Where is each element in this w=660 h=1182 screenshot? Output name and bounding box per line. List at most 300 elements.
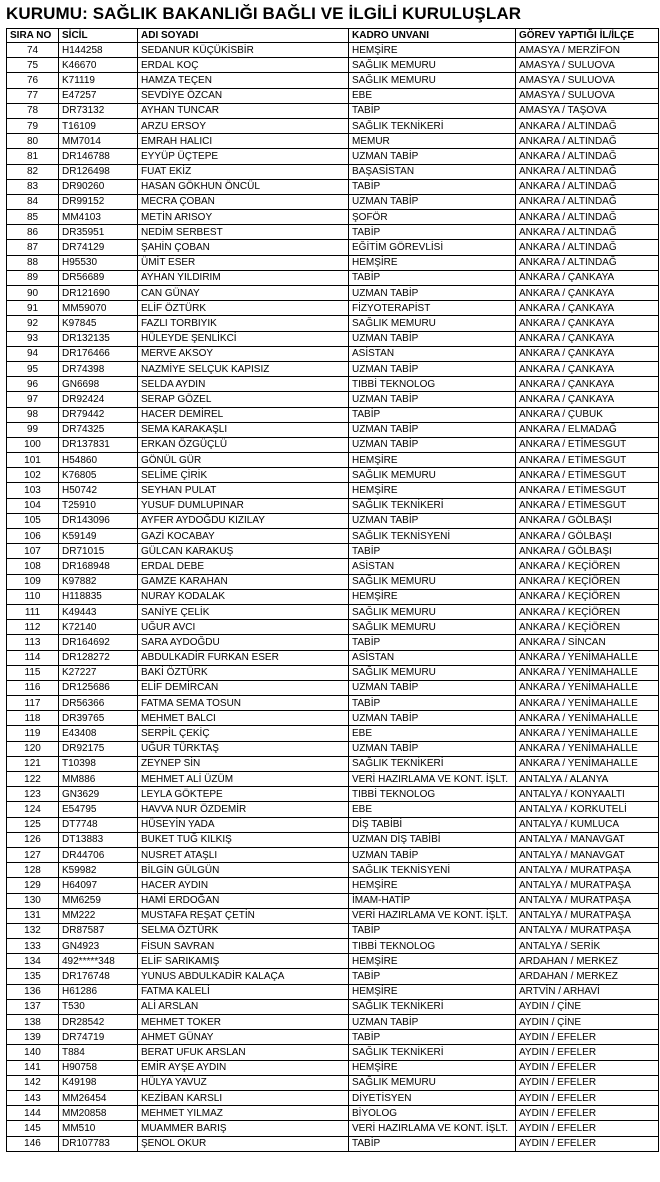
cell-sira-no: 83 bbox=[7, 179, 59, 194]
cell-sicil: DR143096 bbox=[59, 513, 138, 528]
cell-adi-soyadi: MUSTAFA REŞAT ÇETİN bbox=[138, 908, 349, 923]
cell-adi-soyadi: HÜLYA YAVUZ bbox=[138, 1075, 349, 1090]
table-row bbox=[7, 939, 659, 954]
cell-sira-no: 135 bbox=[7, 969, 59, 984]
cell-gorev-yeri: AYDIN / EFELER bbox=[516, 1045, 659, 1060]
cell-gorev-yeri: ANKARA / ALTINDAĞ bbox=[516, 240, 659, 255]
cell-adi-soyadi: FATMA KALELİ bbox=[138, 984, 349, 999]
cell-kadro-unvani: TABİP bbox=[349, 179, 516, 194]
cell-kadro-unvani: UZMAN TABİP bbox=[349, 331, 516, 346]
cell-adi-soyadi: HASAN GÖKHUN ÖNCÜL bbox=[138, 179, 349, 194]
cell-kadro-unvani: UZMAN TABİP bbox=[349, 1015, 516, 1030]
cell-kadro-unvani: HEMŞİRE bbox=[349, 453, 516, 468]
cell-sira-no: 127 bbox=[7, 847, 59, 862]
cell-adi-soyadi: UĞUR AVCI bbox=[138, 620, 349, 635]
cell-sira-no: 120 bbox=[7, 741, 59, 756]
cell-adi-soyadi: SEMA KARAKAŞLI bbox=[138, 422, 349, 437]
cell-gorev-yeri: ANKARA / YENİMAHALLE bbox=[516, 696, 659, 711]
cell-sicil: MM59070 bbox=[59, 301, 138, 316]
cell-adi-soyadi: ERKAN ÖZGÜÇLÜ bbox=[138, 437, 349, 452]
cell-gorev-yeri: ANTALYA / MANAVGAT bbox=[516, 832, 659, 847]
cell-sira-no: 97 bbox=[7, 392, 59, 407]
cell-gorev-yeri: ANKARA / KEÇİÖREN bbox=[516, 620, 659, 635]
cell-kadro-unvani: HEMŞİRE bbox=[349, 43, 516, 58]
table-row bbox=[7, 377, 659, 392]
cell-sicil: DR132135 bbox=[59, 331, 138, 346]
cell-sicil: K97882 bbox=[59, 574, 138, 589]
cell-gorev-yeri: ANKARA / YENİMAHALLE bbox=[516, 711, 659, 726]
table-row bbox=[7, 361, 659, 376]
cell-adi-soyadi: SERPİL ÇEKİÇ bbox=[138, 726, 349, 741]
cell-sicil: E54795 bbox=[59, 802, 138, 817]
cell-kadro-unvani: TABİP bbox=[349, 103, 516, 118]
cell-sira-no: 132 bbox=[7, 923, 59, 938]
cell-sicil: DR92175 bbox=[59, 741, 138, 756]
cell-gorev-yeri: ANTALYA / MURATPAŞA bbox=[516, 878, 659, 893]
cell-kadro-unvani: UZMAN TABİP bbox=[349, 437, 516, 452]
cell-sira-no: 109 bbox=[7, 574, 59, 589]
table-row bbox=[7, 1090, 659, 1105]
cell-kadro-unvani: SAĞLIK MEMURU bbox=[349, 620, 516, 635]
cell-sicil: DR87587 bbox=[59, 923, 138, 938]
cell-kadro-unvani: TABİP bbox=[349, 544, 516, 559]
cell-sira-no: 107 bbox=[7, 544, 59, 559]
cell-sira-no: 136 bbox=[7, 984, 59, 999]
cell-sicil: DR28542 bbox=[59, 1015, 138, 1030]
cell-sira-no: 146 bbox=[7, 1136, 59, 1151]
cell-kadro-unvani: SAĞLIK MEMURU bbox=[349, 73, 516, 88]
cell-adi-soyadi: SANİYE ÇELİK bbox=[138, 604, 349, 619]
table-row bbox=[7, 225, 659, 240]
cell-adi-soyadi: ABDULKADİR FURKAN ESER bbox=[138, 650, 349, 665]
cell-sicil: K46670 bbox=[59, 58, 138, 73]
cell-sira-no: 74 bbox=[7, 43, 59, 58]
cell-gorev-yeri: ANKARA / ETİMESGUT bbox=[516, 437, 659, 452]
cell-gorev-yeri: ANKARA / ALTINDAĞ bbox=[516, 210, 659, 225]
table-row bbox=[7, 711, 659, 726]
cell-adi-soyadi: MEHMET TOKER bbox=[138, 1015, 349, 1030]
cell-sira-no: 102 bbox=[7, 468, 59, 483]
cell-gorev-yeri: AYDIN / EFELER bbox=[516, 1106, 659, 1121]
cell-sira-no: 137 bbox=[7, 999, 59, 1014]
cell-sira-no: 93 bbox=[7, 331, 59, 346]
cell-kadro-unvani: HEMŞİRE bbox=[349, 878, 516, 893]
cell-sira-no: 91 bbox=[7, 301, 59, 316]
cell-gorev-yeri: ANKARA / YENİMAHALLE bbox=[516, 756, 659, 771]
cell-adi-soyadi: GÖNÜL GÜR bbox=[138, 453, 349, 468]
cell-sira-no: 119 bbox=[7, 726, 59, 741]
cell-kadro-unvani: SAĞLIK MEMURU bbox=[349, 58, 516, 73]
cell-sicil: MM510 bbox=[59, 1121, 138, 1136]
cell-adi-soyadi: AYFER AYDOĞDU KIZILAY bbox=[138, 513, 349, 528]
table-row bbox=[7, 240, 659, 255]
cell-sicil: DR74129 bbox=[59, 240, 138, 255]
table-row bbox=[7, 604, 659, 619]
table-row bbox=[7, 847, 659, 862]
cell-gorev-yeri: ANKARA / ÇANKAYA bbox=[516, 316, 659, 331]
table-row bbox=[7, 437, 659, 452]
cell-kadro-unvani: TIBBİ TEKNOLOG bbox=[349, 377, 516, 392]
cell-sicil: H64097 bbox=[59, 878, 138, 893]
table-row bbox=[7, 316, 659, 331]
table-row bbox=[7, 893, 659, 908]
cell-adi-soyadi: SERAP GÖZEL bbox=[138, 392, 349, 407]
table-row bbox=[7, 772, 659, 787]
table-row bbox=[7, 468, 659, 483]
table-row bbox=[7, 1060, 659, 1075]
cell-sicil: K72140 bbox=[59, 620, 138, 635]
table-row bbox=[7, 923, 659, 938]
cell-kadro-unvani: VERİ HAZIRLAMA VE KONT. İŞLT. bbox=[349, 1121, 516, 1136]
cell-gorev-yeri: ANKARA / ALTINDAĞ bbox=[516, 164, 659, 179]
cell-sira-no: 142 bbox=[7, 1075, 59, 1090]
cell-adi-soyadi: EMRAH HALICI bbox=[138, 134, 349, 149]
table-row bbox=[7, 149, 659, 164]
cell-kadro-unvani: HEMŞİRE bbox=[349, 1060, 516, 1075]
cell-sira-no: 94 bbox=[7, 346, 59, 361]
cell-adi-soyadi: ERDAL DEBE bbox=[138, 559, 349, 574]
table-row bbox=[7, 908, 659, 923]
cell-adi-soyadi: MEHMET YILMAZ bbox=[138, 1106, 349, 1121]
cell-adi-soyadi: SELDA AYDIN bbox=[138, 377, 349, 392]
cell-gorev-yeri: AYDIN / EFELER bbox=[516, 1136, 659, 1151]
table-row bbox=[7, 331, 659, 346]
table-row bbox=[7, 620, 659, 635]
cell-kadro-unvani: SAĞLIK MEMURU bbox=[349, 574, 516, 589]
cell-adi-soyadi: SELİME ÇİRİK bbox=[138, 468, 349, 483]
cell-kadro-unvani: SAĞLIK TEKNİKERİ bbox=[349, 498, 516, 513]
cell-sira-no: 88 bbox=[7, 255, 59, 270]
cell-sira-no: 86 bbox=[7, 225, 59, 240]
table-row bbox=[7, 863, 659, 878]
cell-kadro-unvani: SAĞLIK MEMURU bbox=[349, 665, 516, 680]
cell-kadro-unvani: VERİ HAZIRLAMA VE KONT. İŞLT. bbox=[349, 908, 516, 923]
cell-gorev-yeri: ANKARA / GÖLBAŞI bbox=[516, 544, 659, 559]
cell-gorev-yeri: ARDAHAN / MERKEZ bbox=[516, 954, 659, 969]
table-row bbox=[7, 756, 659, 771]
table-row bbox=[7, 1106, 659, 1121]
cell-sicil: T10398 bbox=[59, 756, 138, 771]
cell-sira-no: 101 bbox=[7, 453, 59, 468]
cell-gorev-yeri: AYDIN / EFELER bbox=[516, 1075, 659, 1090]
cell-kadro-unvani: UZMAN TABİP bbox=[349, 741, 516, 756]
cell-sicil: MM7014 bbox=[59, 134, 138, 149]
cell-kadro-unvani: TABİP bbox=[349, 696, 516, 711]
cell-gorev-yeri: ANKARA / ALTINDAĞ bbox=[516, 134, 659, 149]
cell-sira-no: 103 bbox=[7, 483, 59, 498]
cell-gorev-yeri: ANTALYA / ALANYA bbox=[516, 772, 659, 787]
table-row bbox=[7, 210, 659, 225]
cell-gorev-yeri: ANKARA / ÇANKAYA bbox=[516, 331, 659, 346]
cell-kadro-unvani: EĞİTİM GÖREVLİSİ bbox=[349, 240, 516, 255]
table-row bbox=[7, 696, 659, 711]
cell-gorev-yeri: ANKARA / KEÇİÖREN bbox=[516, 604, 659, 619]
cell-sicil: DT7748 bbox=[59, 817, 138, 832]
cell-kadro-unvani: TABİP bbox=[349, 923, 516, 938]
cell-sicil: T25910 bbox=[59, 498, 138, 513]
cell-gorev-yeri: ANKARA / ÇANKAYA bbox=[516, 270, 659, 285]
table-row bbox=[7, 1075, 659, 1090]
cell-sira-no: 104 bbox=[7, 498, 59, 513]
cell-adi-soyadi: ŞENOL OKUR bbox=[138, 1136, 349, 1151]
table-row bbox=[7, 483, 659, 498]
cell-kadro-unvani: SAĞLIK MEMURU bbox=[349, 468, 516, 483]
cell-gorev-yeri: ANKARA / ALTINDAĞ bbox=[516, 149, 659, 164]
cell-kadro-unvani: EBE bbox=[349, 726, 516, 741]
cell-sira-no: 143 bbox=[7, 1090, 59, 1105]
cell-gorev-yeri: ANKARA / ÇANKAYA bbox=[516, 286, 659, 301]
cell-sira-no: 96 bbox=[7, 377, 59, 392]
cell-adi-soyadi: ELİF ÖZTÜRK bbox=[138, 301, 349, 316]
cell-sira-no: 116 bbox=[7, 680, 59, 695]
cell-sicil: K76805 bbox=[59, 468, 138, 483]
cell-kadro-unvani: HEMŞİRE bbox=[349, 589, 516, 604]
cell-sicil: DR137831 bbox=[59, 437, 138, 452]
page-title: KURUMU: SAĞLIK BAKANLIĞI BAĞLI VE İLGİLİ KURULUŞLAR bbox=[6, 4, 522, 23]
cell-sira-no: 118 bbox=[7, 711, 59, 726]
cell-sicil: GN6698 bbox=[59, 377, 138, 392]
cell-sira-no: 117 bbox=[7, 696, 59, 711]
cell-sira-no: 87 bbox=[7, 240, 59, 255]
cell-sira-no: 125 bbox=[7, 817, 59, 832]
cell-gorev-yeri: ANKARA / ALTINDAĞ bbox=[516, 118, 659, 133]
header-kadro-unvani: KADRO UNVANI bbox=[349, 29, 516, 43]
cell-kadro-unvani: UZMAN TABİP bbox=[349, 513, 516, 528]
table-row bbox=[7, 73, 659, 88]
cell-sicil: H90758 bbox=[59, 1060, 138, 1075]
table-row bbox=[7, 270, 659, 285]
cell-adi-soyadi: LEYLA GÖKTEPE bbox=[138, 787, 349, 802]
cell-kadro-unvani: ASİSTAN bbox=[349, 559, 516, 574]
table-row bbox=[7, 179, 659, 194]
table-row bbox=[7, 802, 659, 817]
cell-sicil: DR79442 bbox=[59, 407, 138, 422]
cell-gorev-yeri: ANKARA / ÇANKAYA bbox=[516, 301, 659, 316]
cell-kadro-unvani: TIBBİ TEKNOLOG bbox=[349, 939, 516, 954]
cell-adi-soyadi: HÜLEYDE ŞENLİKCİ bbox=[138, 331, 349, 346]
cell-gorev-yeri: ANKARA / ÇANKAYA bbox=[516, 392, 659, 407]
cell-adi-soyadi: ÜMİT ESER bbox=[138, 255, 349, 270]
cell-sira-no: 81 bbox=[7, 149, 59, 164]
table-row bbox=[7, 301, 659, 316]
table-row bbox=[7, 88, 659, 103]
cell-kadro-unvani: BİYOLOG bbox=[349, 1106, 516, 1121]
cell-kadro-unvani: EBE bbox=[349, 802, 516, 817]
cell-sira-no: 130 bbox=[7, 893, 59, 908]
cell-kadro-unvani: UZMAN TABİP bbox=[349, 680, 516, 695]
cell-gorev-yeri: ANKARA / GÖLBAŞI bbox=[516, 529, 659, 544]
cell-gorev-yeri: AMASYA / TAŞOVA bbox=[516, 103, 659, 118]
cell-gorev-yeri: ARTVİN / ARHAVİ bbox=[516, 984, 659, 999]
cell-gorev-yeri: ANKARA / ETİMESGUT bbox=[516, 468, 659, 483]
cell-sira-no: 145 bbox=[7, 1121, 59, 1136]
cell-sira-no: 95 bbox=[7, 361, 59, 376]
cell-sicil: DR74719 bbox=[59, 1030, 138, 1045]
cell-kadro-unvani: DİŞ TABİBİ bbox=[349, 817, 516, 832]
cell-gorev-yeri: ANKARA / ELMADAĞ bbox=[516, 422, 659, 437]
table-row bbox=[7, 392, 659, 407]
cell-sicil: MM222 bbox=[59, 908, 138, 923]
cell-sira-no: 139 bbox=[7, 1030, 59, 1045]
cell-gorev-yeri: ANKARA / ÇANKAYA bbox=[516, 346, 659, 361]
cell-adi-soyadi: GAZİ KOCABAY bbox=[138, 529, 349, 544]
cell-sicil: H54860 bbox=[59, 453, 138, 468]
table-row bbox=[7, 969, 659, 984]
cell-adi-soyadi: NEDİM SERBEST bbox=[138, 225, 349, 240]
table-row bbox=[7, 422, 659, 437]
header-sicil: SİCİL bbox=[59, 29, 138, 43]
cell-adi-soyadi: KEZİBAN KARSLI bbox=[138, 1090, 349, 1105]
cell-sira-no: 92 bbox=[7, 316, 59, 331]
cell-kadro-unvani: EBE bbox=[349, 88, 516, 103]
cell-sicil: DR128272 bbox=[59, 650, 138, 665]
cell-gorev-yeri: AYDIN / EFELER bbox=[516, 1030, 659, 1045]
cell-sicil: DR125686 bbox=[59, 680, 138, 695]
cell-gorev-yeri: ANTALYA / KUMLUCA bbox=[516, 817, 659, 832]
cell-kadro-unvani: SAĞLIK TEKNİKERİ bbox=[349, 999, 516, 1014]
cell-sicil: 492*****348 bbox=[59, 954, 138, 969]
table-row bbox=[7, 665, 659, 680]
cell-kadro-unvani: HEMŞİRE bbox=[349, 255, 516, 270]
cell-adi-soyadi: UĞUR TÜRKTAŞ bbox=[138, 741, 349, 756]
cell-sicil: DR56689 bbox=[59, 270, 138, 285]
cell-kadro-unvani: TABİP bbox=[349, 270, 516, 285]
cell-adi-soyadi: NURAY KODALAK bbox=[138, 589, 349, 604]
cell-sira-no: 100 bbox=[7, 437, 59, 452]
cell-adi-soyadi: SEDANUR KÜÇÜKİSBİR bbox=[138, 43, 349, 58]
cell-kadro-unvani: SAĞLIK TEKNİKERİ bbox=[349, 1045, 516, 1060]
cell-adi-soyadi: SELMA ÖZTÜRK bbox=[138, 923, 349, 938]
cell-adi-soyadi: HACER AYDIN bbox=[138, 878, 349, 893]
cell-sira-no: 84 bbox=[7, 194, 59, 209]
cell-sicil: K49198 bbox=[59, 1075, 138, 1090]
cell-kadro-unvani: UZMAN TABİP bbox=[349, 286, 516, 301]
cell-adi-soyadi: MEHMET ALİ ÜZÜM bbox=[138, 772, 349, 787]
table-row bbox=[7, 1015, 659, 1030]
cell-kadro-unvani: TABİP bbox=[349, 635, 516, 650]
cell-sicil: DR56366 bbox=[59, 696, 138, 711]
cell-sira-no: 98 bbox=[7, 407, 59, 422]
table-row bbox=[7, 741, 659, 756]
cell-gorev-yeri: AYDIN / EFELER bbox=[516, 1121, 659, 1136]
cell-sicil: T530 bbox=[59, 999, 138, 1014]
cell-kadro-unvani: ŞOFÖR bbox=[349, 210, 516, 225]
cell-gorev-yeri: ANKARA / YENİMAHALLE bbox=[516, 665, 659, 680]
cell-sira-no: 85 bbox=[7, 210, 59, 225]
cell-sicil: DR92424 bbox=[59, 392, 138, 407]
cell-adi-soyadi: SEYHAN PULAT bbox=[138, 483, 349, 498]
cell-gorev-yeri: ANKARA / ÇANKAYA bbox=[516, 361, 659, 376]
cell-sicil: DR39765 bbox=[59, 711, 138, 726]
cell-sira-no: 114 bbox=[7, 650, 59, 665]
cell-sira-no: 133 bbox=[7, 939, 59, 954]
table-row bbox=[7, 999, 659, 1014]
cell-sira-no: 77 bbox=[7, 88, 59, 103]
cell-adi-soyadi: EYYÜP ÜÇTEPE bbox=[138, 149, 349, 164]
table-row bbox=[7, 513, 659, 528]
table-row bbox=[7, 1121, 659, 1136]
cell-sira-no: 128 bbox=[7, 863, 59, 878]
table-row bbox=[7, 589, 659, 604]
cell-kadro-unvani: UZMAN TABİP bbox=[349, 361, 516, 376]
cell-adi-soyadi: YUNUS ABDULKADİR KALAÇA bbox=[138, 969, 349, 984]
cell-adi-soyadi: GAMZE KARAHAN bbox=[138, 574, 349, 589]
cell-adi-soyadi: BİLGİN GÜLGÜN bbox=[138, 863, 349, 878]
cell-sira-no: 131 bbox=[7, 908, 59, 923]
cell-adi-soyadi: ERDAL KOÇ bbox=[138, 58, 349, 73]
cell-sira-no: 122 bbox=[7, 772, 59, 787]
cell-kadro-unvani: UZMAN TABİP bbox=[349, 392, 516, 407]
cell-sira-no: 124 bbox=[7, 802, 59, 817]
cell-sira-no: 78 bbox=[7, 103, 59, 118]
cell-sicil: DR146788 bbox=[59, 149, 138, 164]
cell-gorev-yeri: ANTALYA / MURATPAŞA bbox=[516, 908, 659, 923]
cell-adi-soyadi: MEHMET BALCI bbox=[138, 711, 349, 726]
cell-gorev-yeri: ARDAHAN / MERKEZ bbox=[516, 969, 659, 984]
cell-sicil: DR71015 bbox=[59, 544, 138, 559]
cell-sira-no: 79 bbox=[7, 118, 59, 133]
cell-kadro-unvani: UZMAN TABİP bbox=[349, 847, 516, 862]
cell-gorev-yeri: AMASYA / MERZİFON bbox=[516, 43, 659, 58]
cell-kadro-unvani: SAĞLIK TEKNİKERİ bbox=[349, 118, 516, 133]
cell-sicil: E43408 bbox=[59, 726, 138, 741]
cell-adi-soyadi: SEVDİYE ÖZCAN bbox=[138, 88, 349, 103]
cell-gorev-yeri: AYDIN / EFELER bbox=[516, 1090, 659, 1105]
cell-sira-no: 129 bbox=[7, 878, 59, 893]
cell-kadro-unvani: TABİP bbox=[349, 1030, 516, 1045]
cell-sicil: DR74398 bbox=[59, 361, 138, 376]
cell-sira-no: 105 bbox=[7, 513, 59, 528]
cell-sira-no: 90 bbox=[7, 286, 59, 301]
cell-kadro-unvani: DİYETİSYEN bbox=[349, 1090, 516, 1105]
cell-sicil: K71119 bbox=[59, 73, 138, 88]
table-row bbox=[7, 635, 659, 650]
cell-adi-soyadi: METİN ARISOY bbox=[138, 210, 349, 225]
cell-sira-no: 110 bbox=[7, 589, 59, 604]
cell-sicil: DR44706 bbox=[59, 847, 138, 862]
cell-gorev-yeri: AMASYA / SULUOVA bbox=[516, 88, 659, 103]
cell-gorev-yeri: AYDIN / ÇİNE bbox=[516, 1015, 659, 1030]
cell-sira-no: 99 bbox=[7, 422, 59, 437]
cell-gorev-yeri: ANKARA / YENİMAHALLE bbox=[516, 726, 659, 741]
table-row bbox=[7, 346, 659, 361]
cell-sicil: T16109 bbox=[59, 118, 138, 133]
table-row bbox=[7, 498, 659, 513]
cell-gorev-yeri: ANKARA / ALTINDAĞ bbox=[516, 225, 659, 240]
cell-kadro-unvani: MEMUR bbox=[349, 134, 516, 149]
cell-sicil: K59982 bbox=[59, 863, 138, 878]
cell-adi-soyadi: BUKET TUĞ KILKIŞ bbox=[138, 832, 349, 847]
cell-sicil: DR35951 bbox=[59, 225, 138, 240]
cell-gorev-yeri: ANKARA / GÖLBAŞI bbox=[516, 513, 659, 528]
cell-sira-no: 89 bbox=[7, 270, 59, 285]
cell-sira-no: 111 bbox=[7, 604, 59, 619]
cell-kadro-unvani: SAĞLIK TEKNİKERİ bbox=[349, 756, 516, 771]
personnel-table bbox=[6, 28, 659, 1152]
cell-adi-soyadi: ELİF DEMİRCAN bbox=[138, 680, 349, 695]
cell-kadro-unvani: VERİ HAZIRLAMA VE KONT. İŞLT. bbox=[349, 772, 516, 787]
cell-kadro-unvani: TABİP bbox=[349, 407, 516, 422]
cell-kadro-unvani: SAĞLIK TEKNİSYENİ bbox=[349, 863, 516, 878]
cell-kadro-unvani: FİZYOTERAPİST bbox=[349, 301, 516, 316]
cell-adi-soyadi: EMİR AYŞE AYDIN bbox=[138, 1060, 349, 1075]
table-row bbox=[7, 1030, 659, 1045]
cell-gorev-yeri: ANKARA / ETİMESGUT bbox=[516, 498, 659, 513]
table-row bbox=[7, 529, 659, 544]
cell-gorev-yeri: ANTALYA / KONYAALTI bbox=[516, 787, 659, 802]
cell-sicil: DR107783 bbox=[59, 1136, 138, 1151]
cell-sicil: DR176466 bbox=[59, 346, 138, 361]
